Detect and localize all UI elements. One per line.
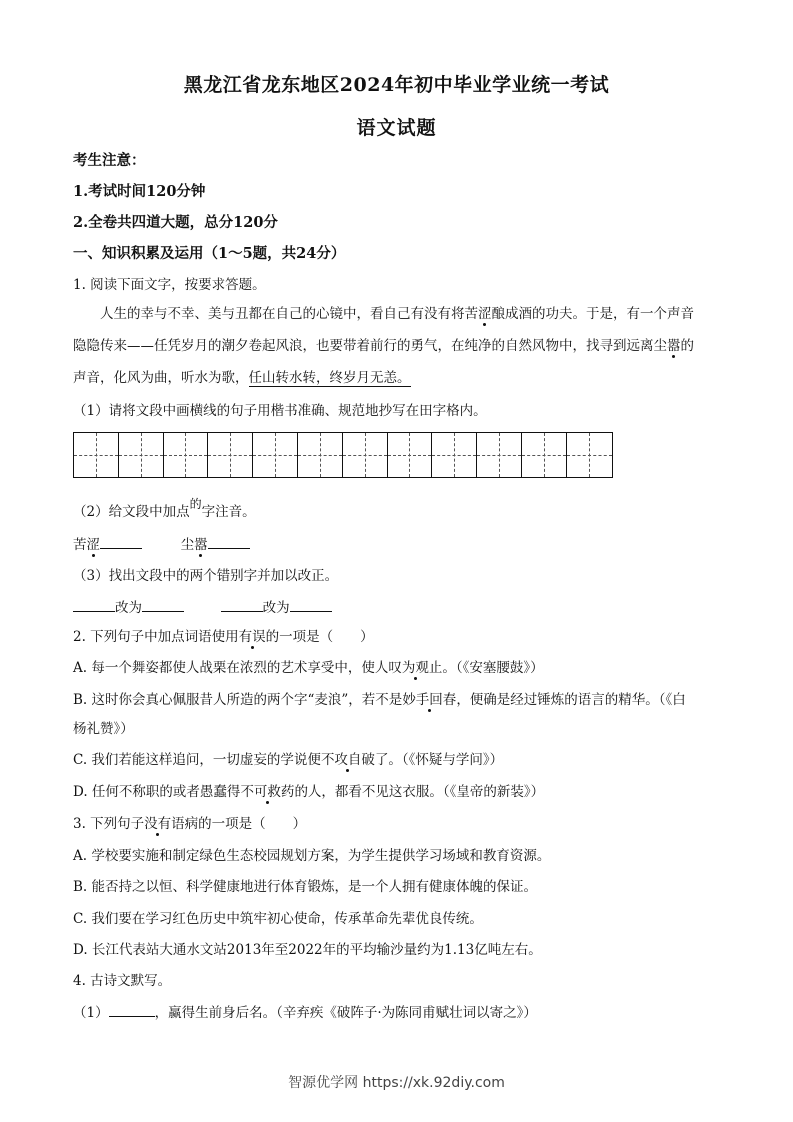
question-1-part-3: （3）找出文段中的两个错别字并加以改正。	[73, 568, 339, 584]
question-2-option-c: C. 我们若能这样追问，一切虚妄的学说便不攻自破了。（《怀疑与学问》）	[73, 752, 504, 768]
correction-row: 改为 改为	[73, 597, 723, 618]
question-2-stem: 2. 下列句子中加点词语使用有误的一项是（ ）	[73, 629, 374, 645]
exam-subtitle: 语文试题	[356, 117, 437, 139]
underlined-sentence: 任山转水转，终岁月无恙。	[248, 370, 411, 386]
answer-blank[interactable]	[142, 597, 184, 612]
grid-cell[interactable]	[388, 433, 433, 477]
grid-cell[interactable]	[253, 433, 298, 477]
grid-cell[interactable]	[164, 433, 209, 477]
dotted-char: 涩	[478, 306, 492, 322]
grid-cell[interactable]	[567, 433, 612, 477]
grid-cell[interactable]	[74, 433, 119, 477]
grid-cell[interactable]	[119, 433, 164, 477]
question-4-stem: 4. 古诗文默写。	[73, 973, 172, 989]
grid-cell[interactable]	[432, 433, 477, 477]
passage-line-1: 人生的幸与不幸、美与丑都在自己的心镜中，看自己有没有将苦涩酿成酒的功夫。于是，有一个声音	[100, 306, 694, 322]
grid-cell[interactable]	[522, 433, 567, 477]
question-4-part-1: （1） ，赢得生前身后名。（辛弃疾《破阵子·为陈同甫赋壮词以寄之》）	[73, 1002, 723, 1023]
answer-blank[interactable]	[109, 1002, 155, 1017]
answer-blank[interactable]	[73, 597, 115, 612]
answer-blank[interactable]	[290, 597, 332, 612]
answer-blank[interactable]	[221, 597, 263, 612]
section-heading: 一、知识积累及运用（1～5题，共24分）	[73, 245, 346, 262]
question-3-option-b: B. 能否持之以恒、科学健康地进行体育锻炼，是一个人拥有健康体魄的保证。	[73, 879, 538, 895]
passage-line-3: 声音，化风为曲，听水为歌，任山转水转，终岁月无恙。	[73, 370, 411, 386]
question-1-stem: 1. 阅读下面文字，按要求答题。	[73, 277, 266, 293]
question-2-option-d: D. 任何不称职的或者愚蠢得不可救药的人，都看不见这衣服。（《皇帝的新装》）	[73, 784, 545, 800]
passage	[73, 298, 721, 394]
grid-cell[interactable]	[208, 433, 253, 477]
notice-heading: 考生注意：	[73, 152, 146, 169]
question-2-option-a: A. 每一个舞姿都使人战栗在浓烈的艺术享受中，使人叹为观止。（《安塞腰鼓》）	[73, 660, 544, 676]
exam-title: 黑龙江省龙东地区2024年初中毕业学业统一考试	[183, 74, 610, 96]
grid-cell[interactable]	[343, 433, 388, 477]
question-3-option-a: A. 学校要实施和制定绿色生态校园规划方案，为学生提供学习场域和教育资源。	[73, 848, 551, 864]
answer-blank[interactable]	[100, 534, 142, 549]
question-3-option-c: C. 我们要在学习红色历史中筑牢初心使命，传承革命先辈优良传统。	[73, 911, 483, 927]
grid-cell[interactable]	[477, 433, 522, 477]
grid-cell[interactable]	[298, 433, 343, 477]
notice-item-1: 1.考试时间120分钟	[73, 183, 206, 200]
question-1-part-2: （2）给文段中加点的字注音。	[73, 497, 256, 520]
question-2-option-b: B. 这时你会真心佩服昔人所造的两个字“麦浪”，若不是妙手回春，便确是经过锤炼的语言的精华。（《白	[73, 692, 686, 708]
dotted-char: 嚣	[667, 338, 681, 354]
question-3-option-d: D. 长江代表站大通水文站2013年至2022年的平均输沙量约为1.13亿吨左右。	[73, 942, 542, 958]
notice-item-2: 2.全卷共四道大题，总分120分	[73, 214, 278, 231]
question-3-stem: 3. 下列句子没有语病的一项是（ ）	[73, 816, 307, 832]
passage-line-2: 隐隐传来——任凭岁月的潮夕卷起风浪，也要带着前行的勇气，在纯净的自然风物中，找寻到远离尘嚣的	[73, 338, 694, 354]
pinyin-row: 苦涩 尘嚣	[73, 534, 723, 555]
footer-watermark: 智源优学网 https://xk.92diy.com	[288, 1075, 505, 1091]
question-1-part-1: （1）请将文段中画横线的句子用楷书准确、规范地抄写在田字格内。	[73, 403, 487, 419]
question-2-option-b-cont: 杨礼赞》）	[73, 721, 134, 737]
answer-blank[interactable]	[208, 534, 250, 549]
tianzige-grid[interactable]	[73, 432, 613, 478]
